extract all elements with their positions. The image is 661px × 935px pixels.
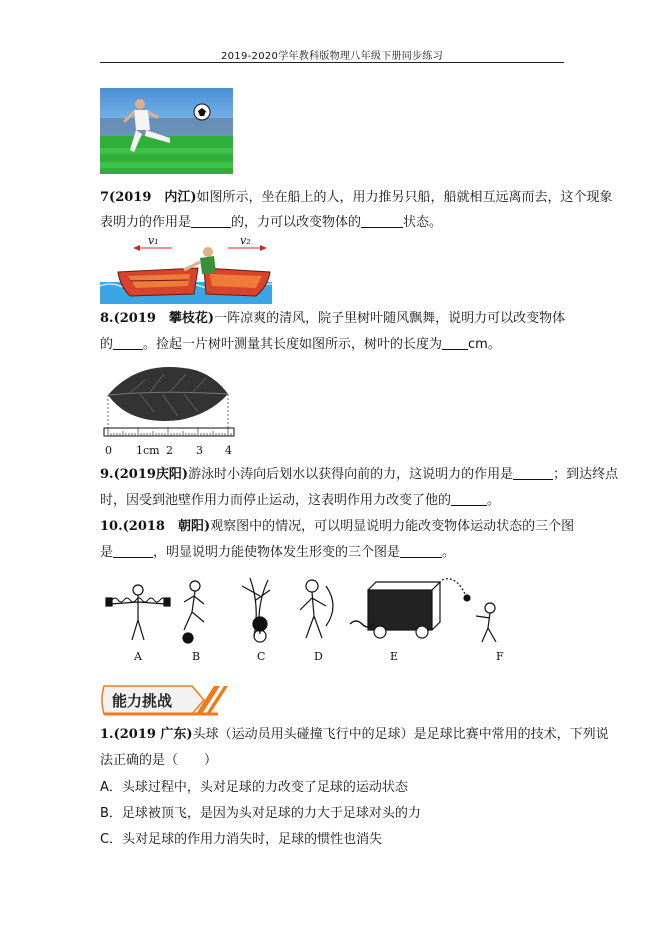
velocity-v1-label: v₁ — [148, 234, 159, 247]
figure-d-boy-bow — [300, 580, 333, 638]
q7-source: (2019 内江) — [109, 190, 197, 205]
q10-source: (2018 朝阳) — [122, 519, 211, 534]
q8-blank-1[interactable] — [113, 337, 143, 350]
option-b[interactable]: B．足球被顶飞，是因为头对足球的力大于足球对头的力 — [100, 806, 421, 821]
figure-label-b: B — [192, 650, 201, 663]
q8-text-2b: 。捡起一片树叶测量其长度如图所示，树叶的长度为 — [143, 337, 443, 352]
ability-q1-line-2: 法正确的是（ ） — [100, 753, 218, 768]
page-header: 2019-2020学年教科版物理八年级下册同步练习 — [220, 51, 443, 62]
q8-number: 8. — [100, 311, 114, 326]
ruler-label-2: 2 — [166, 444, 173, 457]
q9-source: (2019庆阳) — [113, 467, 189, 482]
q8-line-1 — [100, 310, 565, 328]
q7-line-2 — [100, 214, 442, 232]
figure-label-f: F — [496, 650, 504, 663]
q7-blank-2[interactable] — [361, 215, 403, 228]
q7-number: 7 — [100, 190, 110, 205]
ability-q1-text-1: 头球（运动员用头碰撞飞行中的足球）是足球比赛中常用的技术，下列说 — [192, 727, 609, 742]
figure-label-d: D — [314, 650, 323, 663]
q8-text-1: 一阵凉爽的清风，院子里树叶随风飘舞，说明力可以改变物体 — [214, 311, 566, 326]
q8-source: (2019 攀枝花) — [113, 311, 215, 326]
velocity-v2-label: v₂ — [240, 234, 251, 247]
figure-f-ball-throw — [442, 579, 496, 642]
section-title: 能力挑战 — [112, 692, 173, 710]
q7-text-1: 如图所示，坐在船上的人，用力推另只船，船就相互远离而去，这个现象 — [196, 190, 613, 205]
q10-line-2 — [100, 544, 455, 562]
ruler-label-4: 4 — [225, 444, 232, 457]
figure-e-cart — [350, 582, 440, 638]
q9-text-2a: 时，因受到池壁作用力而停止运动，这表明作用力改变了他的 — [100, 493, 452, 508]
q10-text-2c: 。 — [442, 545, 456, 560]
leaf-ruler-figure — [100, 360, 240, 460]
q9-text-2b: 。 — [487, 493, 501, 508]
q9-number: 9. — [100, 467, 114, 482]
q7-text-2c: 状态。 — [403, 215, 443, 230]
q7-line-1 — [100, 189, 613, 207]
q8-text-2a: 的 — [100, 337, 114, 352]
q8-blank-2[interactable] — [442, 337, 468, 350]
q10-text-2b: ，明显说明力能使物体发生形变的三个图是 — [153, 545, 401, 560]
ability-q1-number: 1. — [100, 727, 114, 742]
option-c[interactable]: C．头对足球的作用力消失时，足球的惯性也消失 — [100, 832, 383, 847]
q10-blank-1[interactable] — [113, 545, 153, 558]
soccer-kick-photo — [100, 88, 233, 174]
q9-line-2 — [100, 492, 500, 510]
q10-line-1 — [100, 518, 574, 536]
figure-label-c: C — [257, 650, 266, 663]
header-divider — [100, 62, 564, 63]
ruler-label-3: 3 — [196, 444, 203, 457]
q10-number: 10. — [100, 519, 123, 534]
q10-text-1: 观察图中的情况，可以明显说明力能改变物体运动状态的三个图 — [210, 519, 575, 534]
ability-q1-line-1 — [100, 726, 609, 744]
figure-b-kicking-ball — [183, 581, 204, 643]
q9-text-1: 游泳时小涛向后划水以获得向前的力，这说明力的作用是 — [188, 467, 514, 482]
ability-q1-source: (2019 广东) — [113, 727, 193, 742]
q9-blank-2[interactable] — [451, 493, 487, 506]
section-banner — [100, 684, 230, 716]
q7-text-2b: 的，力可以改变物体的 — [231, 215, 362, 230]
q9-blank-1[interactable] — [513, 467, 553, 480]
q9-text-1-end: ；到达终点 — [553, 467, 619, 482]
figure-a-spring-stretcher — [106, 585, 170, 640]
q8-text-2c: cm。 — [468, 337, 501, 352]
q8-line-2 — [100, 336, 501, 354]
option-a[interactable]: A．头球过程中，头对足球的力改变了足球的运动状态 — [100, 780, 408, 795]
q10-text-2a: 是 — [100, 545, 114, 560]
ruler-label-0: 0 — [105, 444, 112, 457]
boats-figure — [100, 234, 272, 304]
q10-blank-2[interactable] — [400, 545, 442, 558]
q7-text-2a: 表明力的作用是 — [100, 215, 192, 230]
q10-figures — [100, 576, 520, 666]
q7-blank-1[interactable] — [191, 215, 231, 228]
ruler-label-1cm: 1cm — [136, 444, 160, 457]
q9-line-1 — [100, 466, 618, 484]
figure-c-panda-bamboo — [242, 578, 270, 642]
figure-label-e: E — [390, 650, 399, 663]
figure-label-a: A — [134, 650, 142, 663]
